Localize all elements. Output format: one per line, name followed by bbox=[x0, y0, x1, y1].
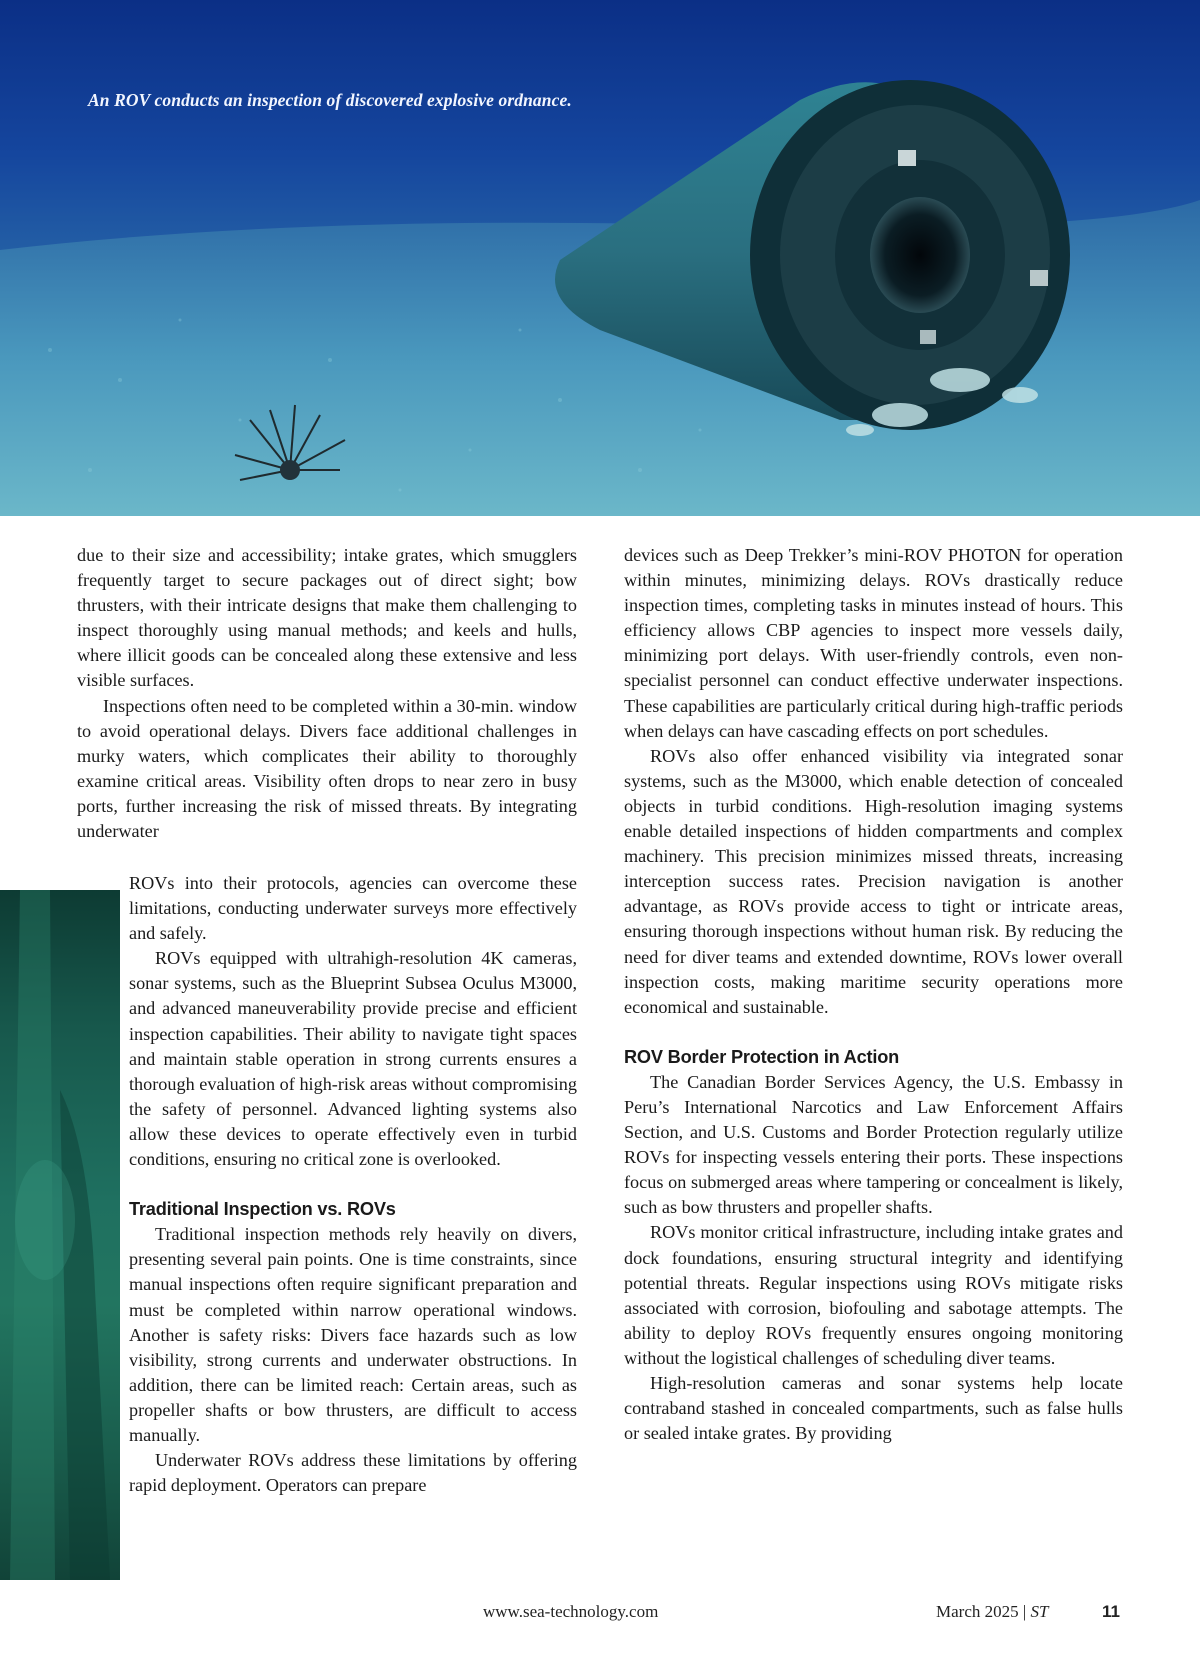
bolt bbox=[898, 150, 916, 166]
paragraph: Inspections often need to be completed within a 30-min. window to avoid operational delays. Divers face additional challenges in murky waters, which complicates their ability to thoroughly examine critical areas. Visibility often drops to near zero in busy ports, further increasing the risk of missed threats. By integrating underwater bbox=[77, 695, 577, 842]
paragraph: High-resolution cameras and sonar systems help locate contraband stashed in concealed compartments, such as false hulls or sealed intake grates. By providing bbox=[624, 1373, 1123, 1444]
section-heading: ROV Border Protection in Action bbox=[624, 1046, 900, 1067]
paragraph: ROVs into their protocols, agencies can overcome these limitations, conducting underwater surveys more effectively and safely. bbox=[129, 873, 577, 944]
paragraph: ROVs monitor critical infrastructure, including intake grates and dock foundations, ensuring structural integrity and identifying potential threats. Regular inspections using ROVs mitigate risks associated with corrosion, biofouling and sabotage attempts. The ability to deploy ROVs frequently ensures ongoing monitoring without the logistical challenges of scheduling diver teams. bbox=[624, 1222, 1123, 1368]
paragraph: Traditional inspection methods rely heavily on divers, presenting several pain points. One is time constraints, since manual inspections often require significant preparation and must be completed within narrow operational windows. Another is safety risks: Divers face hazards such as low visibility, strong currents and underwater obstructions. In addition, there can be limited reach: Certain areas, such as propeller shafts or bow thrusters, are difficult to access manually. bbox=[129, 1224, 577, 1445]
paragraph: ROVs equipped with ultrahigh-resolution 4K cameras, sonar systems, such as the Blueprint Subsea Oculus M3000, and advanced maneuverability provide precise and efficient inspection capabilities. Their ability to navigate tight spaces and maintain stable operation in strong currents ensures a thorough evaluation of high-risk areas without compromising the safety of personnel. Advanced lighting systems also allow these devices to operate effectively even in turbid conditions, ensuring no critical zone is overlooked. bbox=[129, 948, 577, 1170]
right-column bbox=[624, 543, 1123, 1446]
page-number: 11 bbox=[1102, 1602, 1120, 1621]
side-photo bbox=[0, 890, 120, 1580]
bolt bbox=[920, 330, 936, 344]
ordnance-bore bbox=[870, 197, 970, 313]
side-photo-illustration bbox=[0, 890, 120, 1580]
section-heading: Traditional Inspection vs. ROVs bbox=[129, 1199, 396, 1220]
issue-date: March 2025 | bbox=[936, 1602, 1027, 1621]
hero-photo bbox=[0, 0, 1200, 516]
paragraph: The Canadian Border Services Agency, the U.S. Embassy in Peru’s International Narcotics and Law Enforcement Affairs Section, and U.S. Customs and Border Protection regularly utilize ROVs for inspecting vessels entering their ports. These inspections focus on submerged areas where tampering or concealment is likely, such as bow thrusters and propeller shafts. bbox=[624, 1071, 1123, 1218]
left-column-bottom bbox=[129, 871, 577, 1498]
paragraph: due to their size and accessibility; intake grates, which smugglers frequently target to secure packages out of direct sight; bow thrusters, with their intricate designs that make them challenging to inspect thoroughly using manual methods; and keels and hulls, where illicit goods can be concealed along these extensive and less visible surfaces. bbox=[77, 545, 577, 691]
paragraph: Underwater ROVs address these limitations by offering rapid deployment. Operators can prepare bbox=[129, 1450, 577, 1496]
left-column-top bbox=[77, 543, 577, 844]
paragraph: ROVs also offer enhanced visibility via integrated sonar systems, such as the M3000, which enable detection of concealed objects in turbid conditions. High-resolution imaging systems enable detailed inspections of hidden compartments and complex machinery. This precision minimizes missed threats, increasing interception success rates. Precision navigation is another advantage, as ROVs provide access to tight or intricate areas, ensuring thorough inspections without human risk. By reducing the need for diver teams and extended downtime, ROVs lower overall inspection costs, making maritime security operations more economical and sustainable. bbox=[624, 745, 1123, 1017]
footer-url: www.sea-technology.com bbox=[483, 1602, 659, 1621]
photo-caption: An ROV conducts an inspection of discovered explosive ordnance. bbox=[88, 90, 572, 110]
bolt bbox=[1030, 270, 1048, 286]
footer-issue bbox=[936, 1602, 1049, 1622]
paragraph: devices such as Deep Trekker’s mini-ROV PHOTON for operation within minutes, minimizing delays. ROVs drastically reduce inspection times, completing tasks in minutes instead of hours. This efficiency allows CBP agencies to inspect more vessels daily, minimizing port delays. With user-friendly controls, even non-specialist personnel can conduct effective underwater inspections. These capabilities are particularly critical during high-traffic periods when delays can have cascading effects on port schedules. bbox=[624, 545, 1123, 741]
journal-abbrev: ST bbox=[1030, 1602, 1049, 1621]
ordnance-illustration bbox=[0, 0, 1200, 516]
